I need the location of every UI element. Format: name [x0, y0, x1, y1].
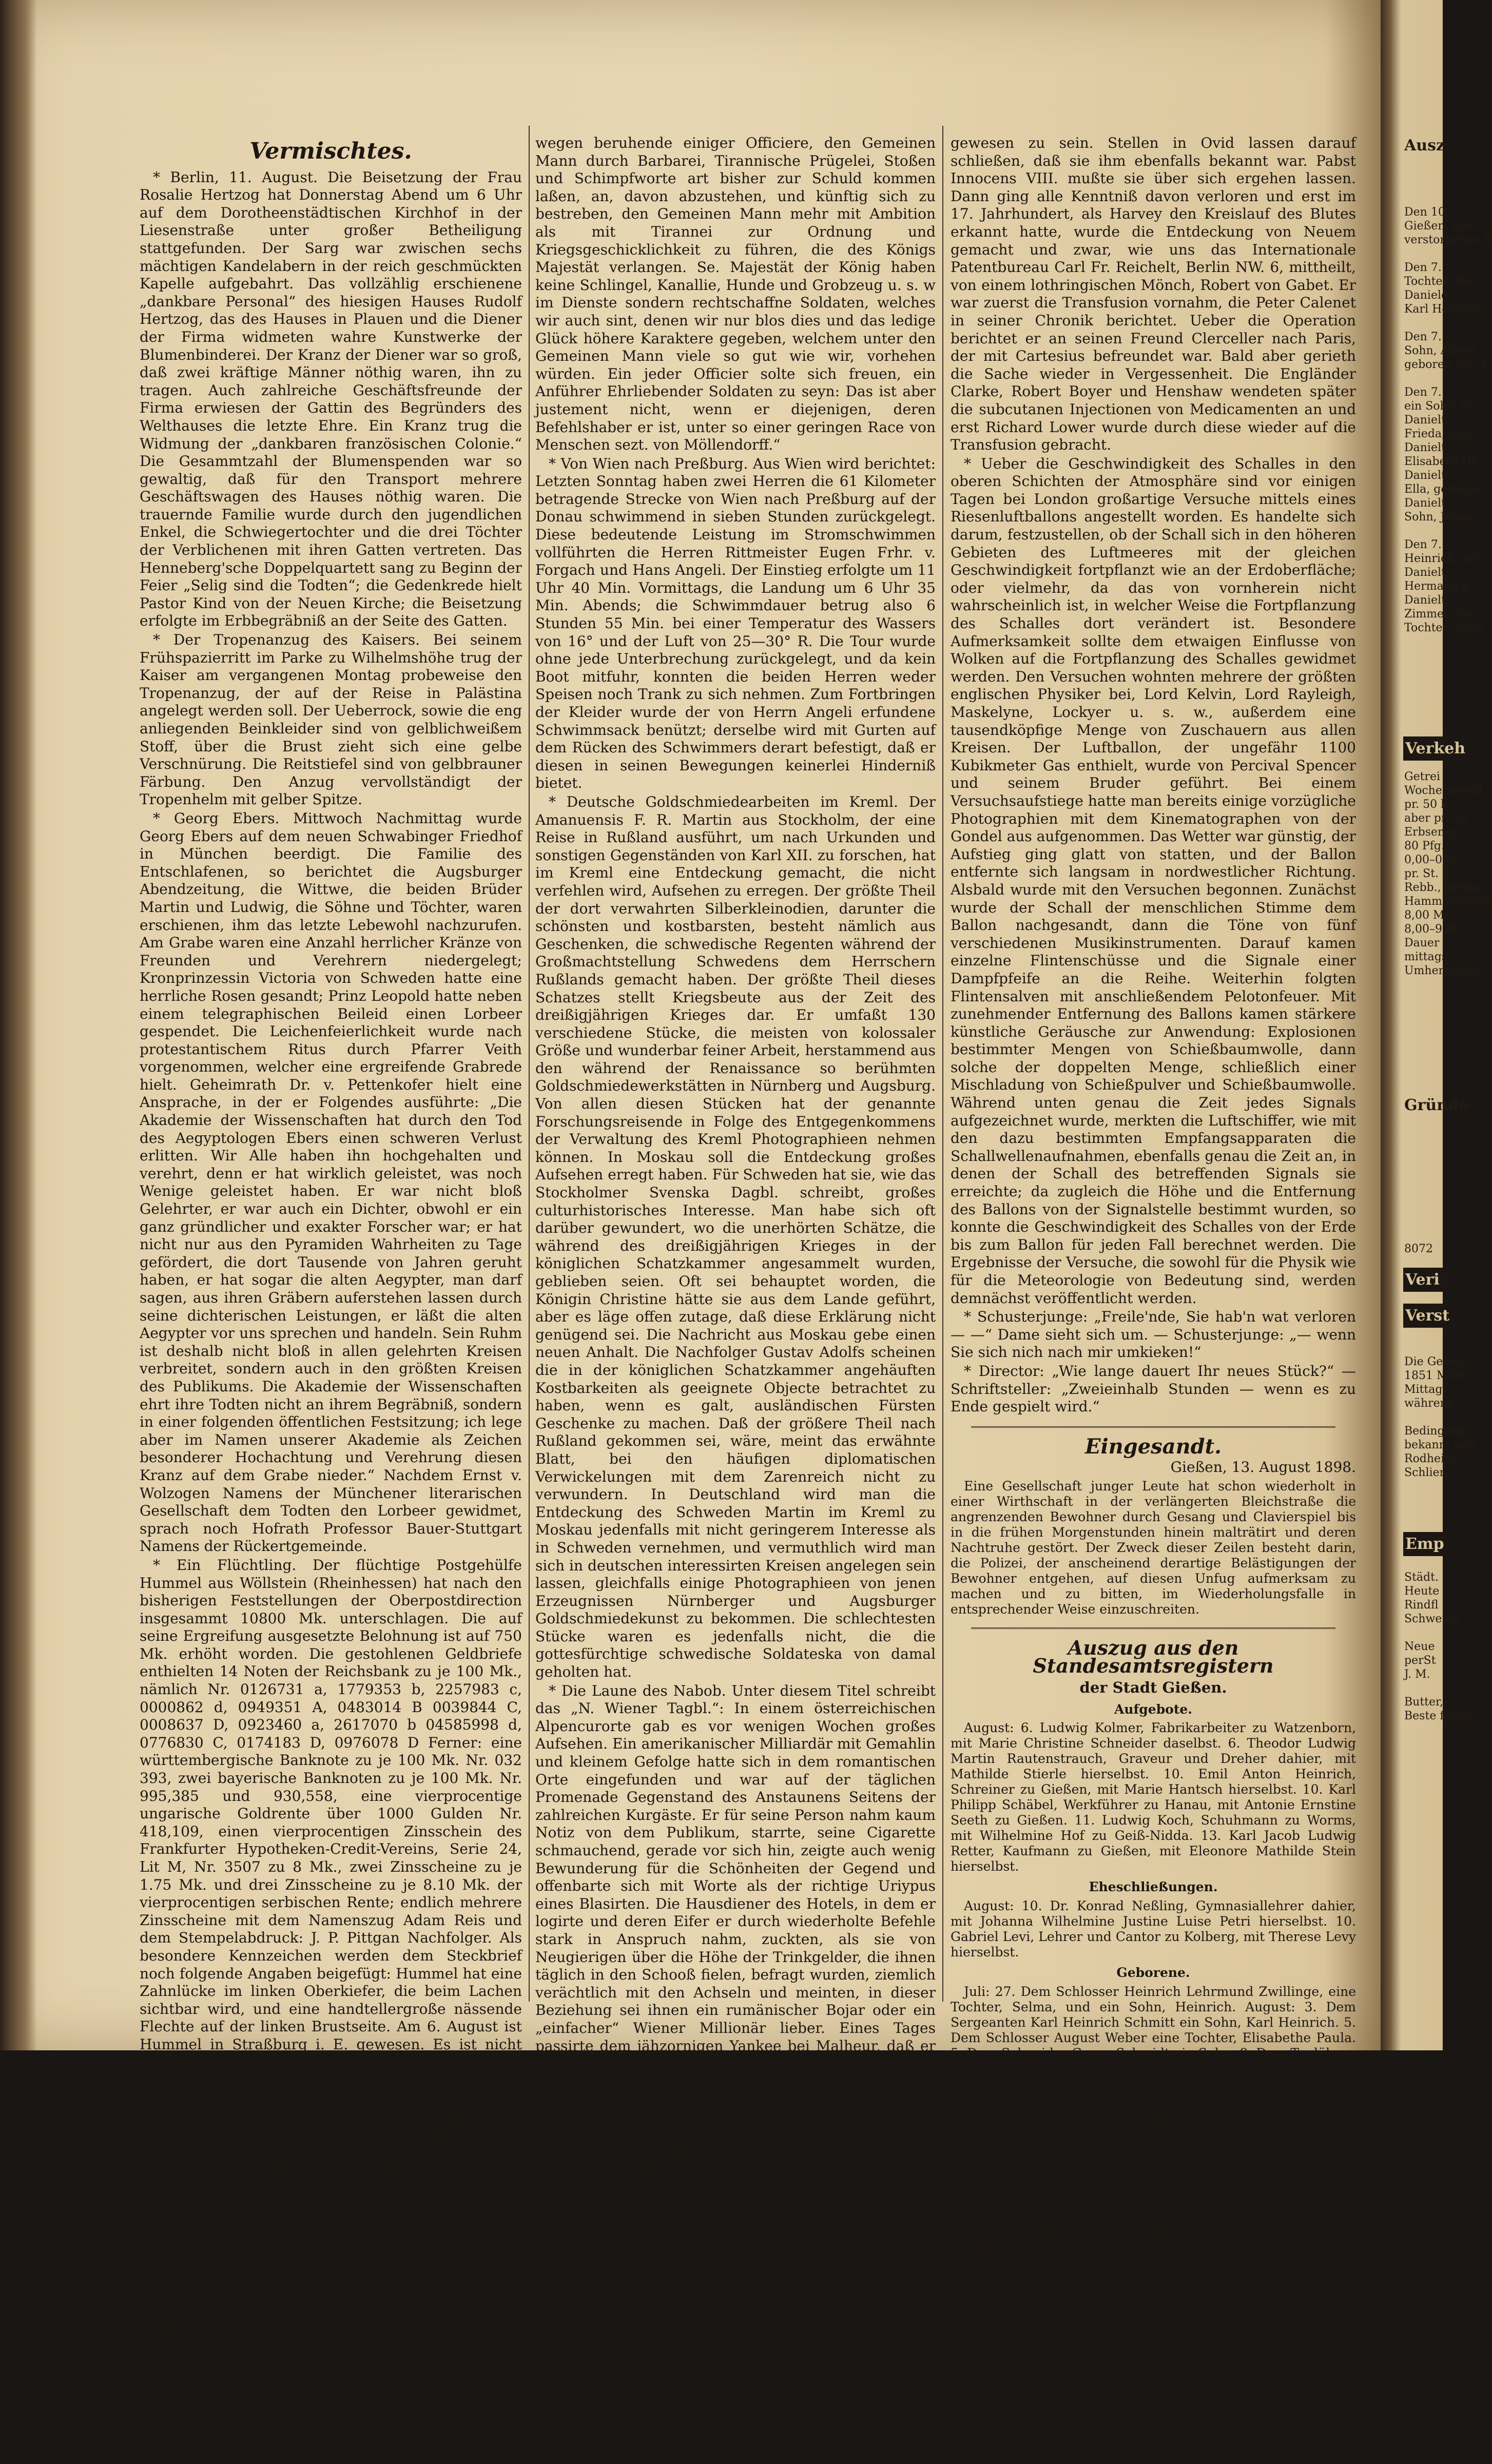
adjacent-page-line: Den 7.	[1404, 538, 1442, 551]
article-wien-pressburg: * Von Wien nach Preßburg. Aus Wien wird berichtet: Letzten Sonntag haben zwei Herren die 61 Kilometer betragende Strecke von Wien nach Preßburg auf der Donau schwimmend in sieben Stunden zurückgelegt. Diese bedeutende Leistung im Stromschwimmen vollführten die Herren Rittmeister Eugen Frhr. v. Forgach und Hans Angeli. Der Einstieg erfolgte um 11 Uhr 40 Min. Vormittags, die Landung um 6 Uhr 35 Min. Abends; die Schwimmdauer betrug also 6 Stunden 55 Min. bei einer Temperatur des Wassers von 16° und der Luft von 25—30° R. Die Tour wurde ohne jede Unterbrechung zurückgelegt, und da kein Boot mitfuhr, konnten die beiden Herren weder Speisen noch Trank zu sich nehmen. Zum Fortbringen der Kleider wurde der von Herrn Angeli erfundene Schwimmsack benützt; derselbe wird mit Gurten auf dem Rücken des Schwimmers derart befestigt, daß er diesen in seinen Bewegungen keinerlei Hinderniß bietet.	[535, 455, 936, 792]
adjacent-page-line: verstorbenen E	[1404, 234, 1492, 246]
adjacent-page-line: Umherziehen	[1404, 964, 1482, 977]
article-parolebefehl: * Das „Milit.-Wochenbl.“ veröffentlicht nachstehenden alten Berliner Parolebefehl, der ungefähr im Jahre 1787 ergangen ist und unter den Papieren von Rheinhold Wilhelm v. Essen, gestorben 1788 als Generalleutenant und Obercommandant von Reval, gefunden wurde: „Jüngst machte der Gouverneur zu Berlin, der Vortreffliche Generalleitenant von Möllendorff bei der Parole folgenden Befehl bekannt: Seit zwei Jahren, als so lange ich das Guwernement in hiesigen Residenzien führe, ist eine meiner ersten bemühungen hierauf gerichtet, zu mehreren Wohlstand, zur Ehre der Menschheit die Geringschätzige Art der Officiere gegen den gemeinen Mann auszurotten, und muß ich zu meiner Beruhigung und Freude sagen, daß ich bei sechs in hiesiger Garnison stehenden Regimentern offenbar die Früchte davon gewahr werde. Nur bey einem Regimente, daß ich bis jetzt noch nicht nennen will, ist die alte auf Irr-	[140, 2108, 522, 2462]
adjacent-page-line: 0,00–0,00	[1404, 853, 1460, 866]
adjacent-page-line: ein Sohn, G	[1404, 400, 1471, 413]
article-transfusion: * Die Transfusion des Blutes ist nicht, wie man gewöhnlich anzunehmen geneigt ist, eine Errungenschaft der Neuzeit, vielmehr scheint sie schon den alten Egyptern bekannt	[535, 2286, 936, 2357]
section-title-aufgebote: Aufgebote.	[1114, 1701, 1193, 1717]
adjacent-page-band: Veri	[1403, 1268, 1447, 1292]
adjacent-page-line: Schlier	[1404, 1466, 1445, 1479]
adjacent-page-line: Rodheim	[1404, 1452, 1455, 1465]
adjacent-page-line: aber pr. 50	[1404, 812, 1467, 825]
adjacent-page-lines-d	[1381, 1570, 1472, 1723]
adjacent-page-top	[1381, 139, 1443, 152]
adjacent-page-line: Rindfl	[1404, 1599, 1439, 1612]
adjacent-page-line: Erbsen pr.	[1404, 826, 1464, 839]
adjacent-page-line: Getrei	[1404, 770, 1441, 783]
article-hertzog-funeral: * Berlin, 11. August. Die Beisetzung der Frau Rosalie Hertzog hat Donnerstag Abend um 6 Uhr auf dem Dorotheenstädtischen Kirchhof in der Liesenstraße unter großer Betheiligung stattgefunden. Der Sarg war zwischen sechs mächtigen Kandelabern in der reich geschmückten Kapelle aufgebahrt. Das vollzählig erschienene „dankbare Personal“ des hiesigen Hauses Rudolf Hertzog, das des Hauses in Plauen und die Diener der Firma widmeten wahre Kunstwerke der Blumenbinderei. Der Kranz der Diener war so groß, daß zwei kräftige Männer nöthig waren, ihn zu tragen. Auch zahlreiche Geschäftsfreunde der Firma erwiesen der Gattin des Begründers des Welthauses die letzte Ehre. Ein Kranz trug die Widmung der „dankbaren französischen Colonie.“ Die Gesammtzahl der Blumenspenden war so gewaltig, daß für den Transport mehrere Geschäftswagen des Hauses nöthig waren. Die trauernde Familie wurde durch den jugendlichen Enkel, die Schwiegertochter und die drei Töchter der Verblichenen mit ihren Gatten vertreten. Das Henneberg'sche Doppelquartett sang zu Beginn der Feier „Selig sind die Todten“; die Gedenkrede hielt Pastor Kind von der Neuen Kirche; die Beisetzung erfolgte im Erbbegräbniß an der Seite des Gatten.	[140, 168, 522, 630]
eingesandt-text: Eine Gesellschaft junger Leute hat schon wiederholt in einer Wirthschaft in der verlängerten Bleichstraße die angrenzenden Bewohner durch Gesang und Clavierspiel bis in die frühen Morgenstunden hinein malträtirt und deren Nachtruhe gestört. Der Zweck dieser Zeilen besteht darin, die Polizei, der anscheinend derartige Belästigungen der Bewohner entgehen, auf diesen Unfug aufmerksam zu machen und zu bitten, im Wiederholungsfalle in entsprechender Weise einzuschreiten.	[951, 1478, 1356, 1617]
adjacent-page-lines-b	[1381, 770, 1490, 978]
adjacent-page-band: Verst	[1403, 1304, 1447, 1328]
article-laune-nabob: * Die Laune des Nabob. Unter diesem Titel schreibt das „N. Wiener Tagbl.“: In einem österreichischen Alpencurorte gab es vor wenigen Wochen großes Aufsehen. Ein amerikanischer Milliardär mit Gemahlin und kleinem Gefolge hatte sich in dem romantischen Orte eingefunden und war auf der täglichen Promenade Gegenstand des Anstaunens Seitens der zahlreichen Kurgäste. Er für seine Person nahm kaum Notiz von dem Publikum, starrte, seine Cigarette schmauchend, gerade vor sich hin, zeigte auch wenig Bewunderung für die Schönheiten der Gegend und offenbarte sich mit Worte als der richtige Uriypus eines Blasirten. Die Hausdiener des Hotels, in dem er logirte und deren Eifer er durch wiederholte Befehle stark in Anspruch nahm, zuckten, als sie von Neugierigen über die Höhe der Trinkgelder, die ihnen täglich in den Schooß fielen, befragt wurden, ziemlich verächtlich mit den Achseln und meinten, in dieser Beziehung sei ihnen ein rumänischer Bojar oder ein „einfacher“ Wiener Millionär lieber. Eines Tages passirte dem jähzornigen Yankee bei Malheur, daß er ein Fleischstückchen zwischen seinem Gebiß nicht herausbringen konnte. Er lenkte seine Schritte zu dem im Orte ansässigen Zahnarzt, ließ den Eindringling aus den Zähnen entfernen und überreichte dem ihm sprachlos Nachstarrenden als Honorar — zwei Hundert-Dollarnoten. Die Kunde von diesem fürstlichen Honorar durchflog wie ein Lauffeuer den Curort und Mr. X wurde bei der Abendmusik noch mehr angestaunt und angestiert, als an den Tagen zuvor. Diese Laune des Nabob war aber nicht die einzige, der er sich während seines Aufenthaltes im Curorte hingab. Als er abreiste, sah man im Hotel viele lange Gesichter.	[535, 1682, 936, 2285]
adjacent-page-line: Den 10.	[1404, 206, 1449, 219]
adjacent-page-line: Danielt	[1404, 441, 1446, 454]
joke-schusterjunge: * Schusterjunge: „Freile'nde, Sie hab'n wat verloren — —“ Dame sieht sich um. — Schusterjunge: „— wenn Sie sich nich nach mir umkieken!“	[951, 1308, 1356, 1361]
adjacent-page-line: Zimmer ein	[1404, 608, 1470, 620]
adjacent-page-line: perSt	[1404, 1654, 1436, 1667]
column-left	[140, 139, 522, 2464]
adjacent-page-line: Den 7.	[1404, 261, 1442, 274]
article-georg-ebers: * Georg Ebers. Mittwoch Nachmittag wurde Georg Ebers auf dem neuen Schwabinger Friedhof in München beerdigt. Die Familie des Entschlafenen, so berichtet die Augsburger Abendzeitung, die Wittwe, die beiden Brüder Martin und Ludwig, die Söhne und Töchter, waren erschienen, ihm das letzte Lebewohl nachzurufen. Am Grabe waren eine Anzahl herrlicher Kränze von Freunden und Verehrern niedergelegt; Kronprinzessin Victoria von Schweden hatte eine herrliche Rosen gesandt; Prinz Leopold hatte neben einem telegraphischen Beileid einen Lorbeer gespendet. Die Leichenfeierlichkeit wurde nach protestantischem Ritus durch Pfarrer Veith vorgenommen, welcher eine ergreifende Grabrede hielt. Geheimrath Dr. v. Pettenkofer hielt eine Ansprache, in der er Folgendes ausführte: „Die Akademie der Wissenschaften hat durch den Tod des Aegyptologen Ebers einen schweren Verlust erlitten. Wir Alle haben ihn hochgehalten und verehrt, denn er hat wirklich geleistet, was noch Wenige geleistet haben. Er war nicht bloß Gelehrter, er war auch ein Dichter, obwohl er ein ganz gründlicher und exakter Forscher war; er hat nicht nur aus den Pyramiden Wahrheiten zu Tage gefördert, die dort Tausende von Jahren geruht haben, er hat sogar die alten Aegypter, man darf sagen, aus ihren Gräbern auferstehen lassen durch seine dichterischen Leistungen, er läßt die alten Aegypter vor uns sprechen und handeln. Sein Ruhm ist deshalb nicht bloß in allen gelehrten Kreisen verbreitet, sondern auch in den größten Kreisen des Publikums. Die Akademie der Wissenschaften ehrt ihre Todten nicht an ihrem Begräbniß, sondern in einer folgenden öffentlichen Festsitzung; ich lege aber im Namen unserer Akademie als Zeichen besonderer Hochachtung und Verehrung diesen Kranz auf dem Grabe nieder.“ Nachdem Ernst v. Wolzogen Namens der Münchener literarischen Gesellschaft dem Todten den Lorbeer gewidmet, sprach noch Hofrath Professor Bauer-Stuttgart Namens der Rückertgemeinde.	[140, 809, 522, 1555]
adjacent-page-lines-a	[1381, 205, 1492, 635]
adjacent-page-line: Städt.	[1404, 1571, 1439, 1584]
adjacent-page-edge	[1381, 0, 1492, 2050]
adjacent-page-line: Tochter, Anna	[1404, 622, 1483, 634]
adjacent-page-band: Emp	[1403, 1532, 1447, 1556]
adjacent-page-line: Hermann K	[1404, 580, 1470, 593]
eingesandt-dateline: Gießen, 13. August 1898.	[1170, 1459, 1356, 1476]
adjacent-page-line: mittags.	[1404, 950, 1451, 963]
section-text-gestorbene: Juli: 28. Heinrich Lehrmund, 12 Stunden alt, Sohn von Schlosser Heinrich Lehrmund dahier. August: 5. Adolf Bernhard, 5 Monate alt, Sohn von Metzgermeister Adolf Bernhard dahier. 6. Karl Lenz, 58 Jahre alt, Stationsvorsteher i. P. dahier. 6. Johann Anton Waldschmidt, 64½ Jahre alt, Gastwirth von Wetzlar. 7. Heinrich Rühl, 3 Monate alt, Sohn von Maurer Heinrich Rühl dahier. 7. Margarethe Alwine Pfeiffer, 3 Jahre alt, Tochter von Kaufmann Karl Pfeiffer zu Kreuznach. 7. Luise Hinkel, 51 Jahre alt, ledig, Händlerin von Heiligenhaus, Kreis Friedberg. 8. Anna Bergdäuser, 41 Jahre alt, Kesselheizer von Wetzlar. 12. Adeline Friederike Bechtold, 58 Jahre alt, ledig, Privatin dahier.	[951, 2131, 1356, 2316]
adjacent-page-lines-c	[1381, 1355, 1476, 1480]
adjacent-page-line: Die Gemei	[1404, 1355, 1464, 1368]
adjacent-page-line: 1851 Mittw	[1404, 1369, 1471, 1382]
section-text-eheschliessungen: August: 10. Dr. Konrad Neßling, Gymnasiallehrer dahier, mit Johanna Wilhelmine Justine Luise Petri hierselbst. 10. Gabriel Levi, Lehrer und Cantor zu Kolberg, mit Therese Levy hierselbst.	[951, 1898, 1356, 1959]
standesamt-entries	[951, 1701, 1356, 2316]
separator	[971, 1426, 1335, 1428]
article-parolebefehl-cont: wegen beruhende einiger Officiere, den Gemeinen Mann durch Barbarei, Tirannische Prügelei, Stoßen und Schimpfworte art bisher zur Schuld kommen laßen, an, davon abzustehen, und künftig sich zu bestreben, den Gemeinen Mann mehr mit Ambition als mit Tirannei zur Ordnung und Kriegsgeschicklichkeit zu führen, die des Königs Majestät verlangen. Se. Majestät der König haben keine Schlingel, Kanallie, Hunde und Grobzeug u. s. w im Dienste sondern rechtschaffne Soldaten, welches wir auch sint, denen wir nur blos dies und das ledige Glück höhere Karaktere gegeben, welchem unter den Gemeinen Mann viele so gut wie wir, vorhehen würden. Ein jeder Officier solte sich freuen, ein Anführer Ehrliebender Soldaten zu seyn: Das ist aber justement nicht, wenn er diejenigen, deren Befehlshaber er ist, unter so einer geringen Race von Menschen sezt. von Möllendorff.“	[535, 134, 936, 454]
adjacent-page-line: Sohn, Johan	[1404, 511, 1474, 523]
adjacent-page-line: 8,00–9,00	[1404, 923, 1460, 936]
adjacent-page-line: Sohn, Albert	[1404, 344, 1477, 357]
adjacent-page-line	[1381, 247, 1443, 261]
adjacent-page-band-text: Gründe	[1404, 1096, 1469, 1114]
column-rule	[529, 126, 530, 2002]
adjacent-page-line: bekannt geg	[1404, 1439, 1476, 1451]
adjacent-page-line: geboren den 1	[1404, 358, 1487, 371]
subheading-standesamt: der Stadt Gießen.	[1079, 1679, 1227, 1697]
adjacent-page-number: 8072	[1404, 1243, 1433, 1255]
adjacent-page-line: 80 Pfg.	[1404, 840, 1445, 852]
joke-director: * Director: „Wie lange dauert Ihr neues Stück?“ — Schriftsteller: „Zweieinhalb Stunden — wenn es zu Ende gespielt wird.“	[951, 1362, 1356, 1415]
adjacent-page-line: Danielt	[1404, 469, 1446, 482]
adjacent-page-line: Ella, geboren	[1404, 483, 1481, 496]
adjacent-page-line: Frieda, geb.	[1404, 428, 1474, 440]
adjacent-page-line	[1381, 1410, 1443, 1424]
column-middle	[535, 134, 936, 2359]
section-text-aufgebote: August: 6. Ludwig Kolmer, Fabrikarbeiter zu Watzenborn, mit Marie Christine Schneider daselbst. 6. Theodor Ludwig Martin Rautenstrauch, Graveur und Dreher dahier, mit Mathilde Stierle hierselbst. 10. Emil Anton Heinrich, Schreiner zu Gießen, mit Marie Hantsch hierselbst. 10. Karl Philipp Schäbel, Werkführer zu Hanau, mit Antonie Ernstine Seeth zu Gießen. 11. Ludwig Koch, Schuhmann zu Worms, mit Wilhelmine Hof zu Geiß-Nidda. 13. Karl Jacob Ludwig Retter, Kaufmann zu Gießen, mit Eleonore Mathilde Stein hierselbst.	[951, 1720, 1356, 1874]
adjacent-page-line: Karl Heinrich	[1404, 303, 1482, 316]
adjacent-page-line: pr. 50 k	[1404, 798, 1448, 811]
adjacent-page-line: 8,00 M.	[1404, 909, 1448, 922]
adjacent-page-line: Den 7.	[1404, 331, 1442, 343]
article-kaiser-tropenanzug: * Der Tropenanzug des Kaisers. Bei seinem Frühspazierritt im Parke zu Wilhelmshöhe trug der Kaiser am vergangenen Montag probeweise den Tropenanzug, der auf der Reise in Palästina angelegt werden soll. Der Ueberrock, sowie die eng anliegenden Beinkleider sind von gelblichweißem Stoff, über die Brust zieht sich eine gelbe Verschnürung. Die Reitstiefel sind von gelbbrauner Färbung. Den Anzug vervollständigt der Tropenhelm mit gelber Spitze.	[140, 631, 522, 808]
adjacent-page-line: Danielt	[1404, 594, 1446, 607]
article-schall-ballon: * Ueber die Geschwindigkeit des Schalles in den oberen Schichten der Atmosphäre sind vor einigen Tagen bei London großartige Versuche mittels eines Riesenluftballons angestellt worden. Es handelte sich darum, festzustellen, ob der Schall sich in den höheren Gebieten des Luftmeeres mit der gleichen Geschwindigkeit fortpflanzt wie an der Erdoberfläche; oder vielmehr, da das von vornherein nicht wahrscheinlich ist, in welcher Weise die Fortpflanzung des Schalles dort verändert ist. Besondere Aufmerksamkeit sollte dem etwaigen Einflusse von Wolken auf die Fortpflanzung des Schalles gewidmet werden. Den Versuchen wohnten mehrere der größten englischen Physiker bei, Lord Kelvin, Lord Rayleigh, Maskelyne, Lockyer u. s. w., außerdem eine tausendköpfige Menge von Zuschauern aus allen Kreisen. Der Luftballon, der ungefähr 1100 Kubikmeter Gas enthielt, wurde von Percival Spencer und seinem Bruder geführt. Bei einem Versuchsaufstiege hatte man bereits einige vorzügliche Photographien mit dem Kinematographen von der Gondel aus aufgenommen. Das Wetter war günstig, der Aufstieg ging glatt von statten, und der Ballon entfernte sich langsam in nordwestlicher Richtung. Alsbald wurde mit den Versuchen begonnen. Zunächst wurde der Schall der menschlichen Stimme dem Ballon nachgesandt, dann die Töne von fünf verschiedenen Musikinstrumenten. Darauf kamen einzelne Flintenschüsse und die Signale einer Dampfpfeife an die Reihe. Weiterhin folgten Flintensalven mit anschließendem Pelotonfeuer. Mit zunehmender Entfernung des Ballons kamen stärkere künstliche Geräusche zur Anwendung: Explosionen bestimmter Mengen von Schießbaumwolle, dann solche der doppelten Menge, schließlich einer Mischladung von Schießpulver und Schießbaumwolle. Während unten genau die Zeit jedes Signals aufgezeichnet wurde, merkten die Luftschiffer, wie mit den dazu bestimmten Empfangsapparaten die Schallwellenaufnahmen, ebenfalls genau die Zeit an, in denen der Schall des betreffenden Signals sie erreichte; da zugleich die Höhe und die Entfernung des Ballons von der Signalstelle bestimmt wurden, so konnte die Geschwindigkeit des Schalles von der Erde bis zum Ballon für jeden Fall berechnet werden. Die Ergebnisse der Versuche, die sowohl für die Physik wie für die Meteorologie von Bedeutung sind, werden demnächst veröffentlicht werden.	[951, 455, 1356, 1307]
separator	[971, 1627, 1335, 1629]
adjacent-page-heading: Ausz	[1404, 137, 1445, 154]
adjacent-page-line: Gießen, und	[1404, 220, 1474, 232]
adjacent-page-line: Daniele	[1404, 289, 1448, 302]
adjacent-page-line: Heinrich, geb	[1404, 552, 1483, 565]
adjacent-page-line: Danielt	[1404, 414, 1446, 426]
adjacent-page-line	[1381, 1626, 1443, 1640]
adjacent-page-line	[1381, 1681, 1443, 1695]
adjacent-page-line: pr. St. 0	[1404, 867, 1450, 880]
adjacent-page-line: Heute	[1404, 1585, 1440, 1598]
section-heading-vermischtes: Vermischtes.	[249, 138, 412, 164]
adjacent-page-line	[1381, 372, 1443, 385]
adjacent-page-line: während	[1404, 1397, 1455, 1410]
adjacent-page-line: Neue	[1404, 1640, 1435, 1653]
section-title-geborene: Geborene.	[1116, 1965, 1190, 1980]
adjacent-page-line: Den 7.	[1404, 386, 1442, 399]
adjacent-page-line: Danielt	[1404, 497, 1446, 510]
adjacent-page-line: Dauer	[1404, 937, 1440, 949]
adjacent-page-line: Tochter, Elis	[1404, 275, 1476, 288]
adjacent-page-line	[1381, 316, 1443, 330]
adjacent-page-line: Danielt	[1404, 566, 1446, 579]
heading-standesamt: Auszug aus den Standesamtsregistern	[1033, 1636, 1274, 1677]
adjacent-page-line: Rebb., geflug	[1404, 881, 1481, 894]
heading-eingesandt: Eingesandt.	[1084, 1434, 1222, 1459]
section-title-gestorbene: Gestorbene.	[1110, 2112, 1197, 2127]
adjacent-page-line: Butter,	[1404, 1696, 1444, 1709]
adjacent-page-line: Wochenmarkt	[1404, 784, 1484, 797]
article-goldschmiede-kreml: * Deutsche Goldschmiedearbeiten im Kreml. Der Amanuensis F. R. Martin aus Stockholm, der eine Reise in Rußland ausführt, um nach Urkunden und sonstigen Gegenständen von Karl XII. zu forschen, hat im Kreml eine Entdeckung gemacht, die nicht verfehlen wird, Aufsehen zu erregen. Der größte Theil der dort verwahrten Silberkleinodien, darunter die schönsten und kostbarsten, besteht nämlich aus Geschenken, die schwedische Regenten während der Großmachtstellung Schwedens dem Herrschern Rußlands gemacht haben. Der größte Theil dieses Schatzes stellt Kriegsbeute aus der Zeit des dreißigjährigen Krieges dar. Er umfaßt 130 verschiedene Stücke, die meisten von kolossaler Größe und wunderbar feiner Arbeit, herstammend aus den während der Renaissance so berühmten Goldschmiedewerkstätten in Nürnberg und Augsburg. Von allen diesen Stücken hat der genannte Forschungsreisende in Folge des Entgegenkommens der Verwaltung des Kreml Photographieen nehmen können. In Moskau soll die Entdeckung großes Aufsehen erregt haben. Für Schweden hat sie, wie das Stockholmer Svenska Dagbl. schreibt, großes culturhistorisches Interesse. Man habe sich oft darüber gewundert, wo die unerhörten Schätze, die während des dreißigjährigen Krieges in der königlichen Schatzkammer angesammelt wurden, geblieben seien. Oft sei behauptet worden, die Königin Christine hätte sie aus dem Lande geführt, aber es läge offen zutage, daß diese Erklärung nicht genügend sei. Die Nachricht aus Moskau gebe einen neuen Anhalt. Die Nachfolger Gustav Adolfs scheinen die in der königlichen Schatzkammer angehäuften Kostbarkeiten als geeignete Objecte betrachtet zu haben, wenn es galt, ausländischen Fürsten Geschenke zu machen. Daß der größere Theil nach Rußland gekommen sei, wäre, meint das erwähnte Blatt, bei den häufigen diplomatischen Verwickelungen mit dem Zarenreich nicht zu verwundern. In Deutschland wird man die Entdeckung des Schweden Martin im Kreml zu Moskau jedenfalls mit nicht geringerem Interesse als in Schweden vernehmen, und vermuthlich wird man sich in deutschen interessirten Kreisen angelegen sein lassen, gleichfalls einige Photographieen von jenen Erzeugnissen Nürnberger und Augsburger Goldschmiedekunst zu bekommen. Die schlechtesten Stücke waren es jedenfalls nicht, die die gottesfürchtige schwedische Soldateska von damal geholten hat.	[535, 793, 936, 1681]
section-text-geborene: Juli: 27. Dem Schlosser Heinrich Lehrmund Zwillinge, eine Tochter, Selma, und ein Sohn, Heinrich. August: 3. Dem Sergeanten Karl Heinrich Schmitt ein Sohn, Karl Heinrich. 5. Dem Schlosser August Weber eine Tochter, Elisabethe Paula. 5. Dem Schneider Georg Schmidt ein Sohn. 8. Dem Taglöhner Friedrich Wilhelm Bechthold ein Sohn, Friedrich Wilhelm. 9. Dem Feldhändler Simon Nußbaum ein Sohn, Jakob. 9. Dem Sattlermeister Friedrich Groß ein Sohn.	[951, 1984, 1356, 2107]
section-title-eheschliessungen: Eheschließungen.	[1089, 1879, 1218, 1895]
adjacent-page-line	[1381, 524, 1443, 538]
adjacent-page-line: Beste frisch	[1404, 1710, 1472, 1722]
column-rule	[942, 126, 943, 2002]
article-fluechtling: * Ein Flüchtling. Der flüchtige Postgehülfe Hummel aus Wöllstein (Rheinhessen) hat nach den bisherigen Feststellungen der Oberpostdirection insgesammt 10800 Mk. unterschlagen. Die auf seine Ergreifung ausgesetzte Belohnung ist auf 750 Mk. erhöht worden. Die gestohlenen Geldbriefe enthielten 14 Noten der Reichsbank zu je 100 Mk., nämlich Nr. 0126731 a, 1779353 b, 2257983 c, 0000862 d, 0949351 A, 0483014 B 0039844 C, 0008637 D, 0923460 a, 2617070 b 04585998 d, 0776830 C, 0174183 D, 0976078 D Ferner: eine württembergische Banknote zu je 100 Mk. Nr. 032 393, zwei bayerische Banknoten zu je 100 Mk. Nr. 995,385 und 930,558, eine vierprocentige ungarische Goldrente über 1000 Gulden Nr. 418,109, einen vierprocentigen Zinsschein des Frankfurter Hypotheken-Credit-Vereins, Serie 24, Lit M, Nr. 3507 zu 8 Mk., zwei Zinsscheine zu je 1.75 Mk. und drei Zinsscheine zu je 8.10 Mk. der vierprocentigen serbischen Rente; endlich mehrere Zinsscheine mit dem Namenszug Adam Reis und dem Stempelabdruck: J. P. Pittgan Nachfolger. Als besondere Kennzeichen werden dem Steckbrief noch folgende Angaben beigefügt: Hummel hat eine Zahnlücke im linken Oberkiefer, die beim Lachen sichtbar wird, und eine handtellergroße nässende Flechte auf der linken Brustseite. Am 6. August ist Hummel in Straßburg i. E. gewesen. Es ist nicht ausgeschlossen, daß er zur Flucht ein Fahrrad benutzt und daß er unter dem Namen „Sommerlad“ reist.	[140, 1556, 522, 2106]
eingesandt-notice	[951, 1479, 1356, 1617]
adjacent-page-line: Mittags	[1404, 1383, 1448, 1396]
adjacent-page-band: Verkeh	[1403, 736, 1447, 761]
adjacent-page-line: Hammelfleisch	[1404, 895, 1490, 908]
adjacent-page-line: Bedingung	[1404, 1425, 1466, 1438]
adjacent-page-line: Schweine	[1404, 1613, 1460, 1625]
adjacent-page-line: Elisabeth He	[1404, 455, 1478, 468]
adjacent-page-line: J. M.	[1404, 1668, 1430, 1681]
article-transfusion-cont: gewesen zu sein. Stellen in Ovid lassen darauf schließen, daß sie ihm ebenfalls bekannt war. Pabst Innocens VIII. mußte sie über sich ergehen lassen. Dann ging alle Kenntniß davon verloren und erst im 17. Jahrhundert, als Harvey den Kreislauf des Blutes erkannt hatte, wurde die Entdeckung von Neuem gemacht und zwar, wie uns das Internationale Patentbureau Carl Fr. Reichelt, Berlin NW. 6, mittheilt, von einem lothringischen Mönch, Robert von Gabet. Er war zuerst die Transfusion vornahm, die Peter Calenet in seiner Chronik berichtet. Ueber die Operation berichtet er an seinen Freund Clerceller nach Paris, der mit Cartesius befreundet war. Bald aber gerieth die Sache wieder in Vergessenheit. Die Engländer Clarke, Robert Boyer und Henshaw wendeten später die subcutanen Injectionen von Medicamenten an und erst Richard Lower wurde durch diese wieder auf die Transfusion gebracht.	[951, 134, 1356, 454]
column-right	[951, 134, 1356, 2317]
